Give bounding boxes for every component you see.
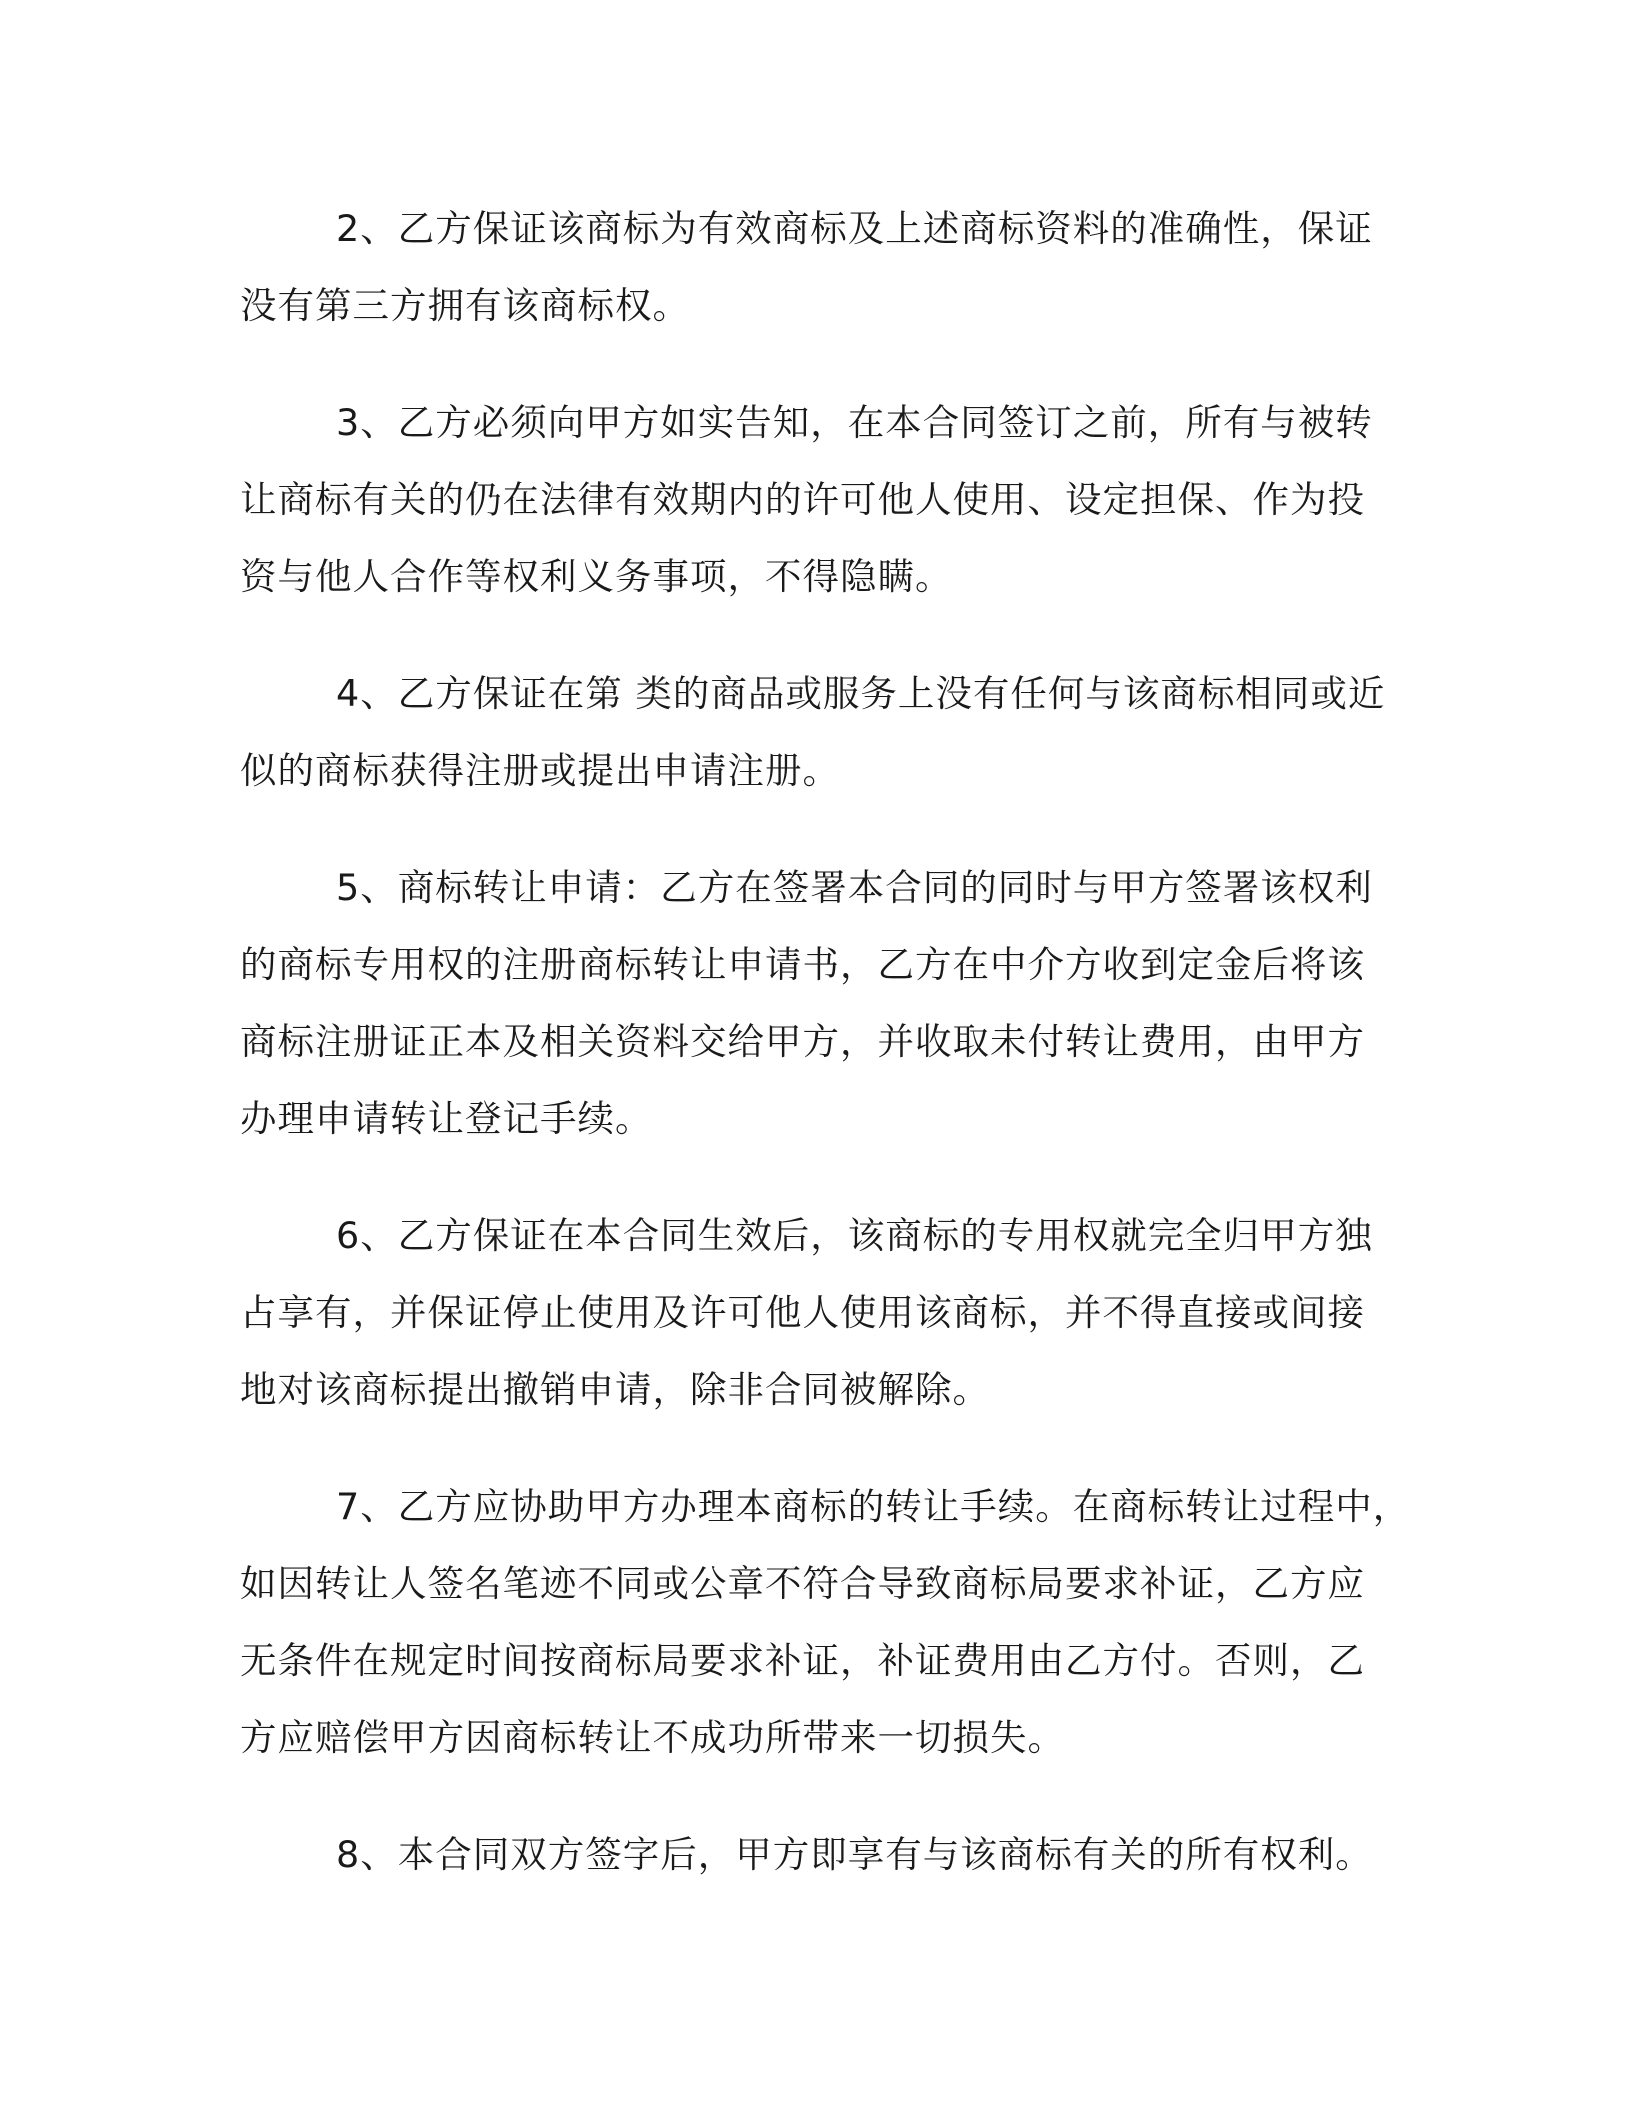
- clause-5: [240, 849, 1392, 1157]
- clause-line: 似的商标获得注册或提出申请注册。: [240, 749, 840, 792]
- clause-line: 7、乙方应协助甲方办理本商标的转让手续。在商标转让过程中，: [336, 1485, 1411, 1528]
- clause-4: [240, 655, 1392, 809]
- clause-8: [240, 1816, 1392, 1893]
- clause-line: 2、乙方保证该商标为有效商标及上述商标资料的准确性，保证: [336, 207, 1373, 250]
- clause-7: [240, 1468, 1411, 1776]
- contract-body: [240, 190, 1411, 1933]
- clause-line: 8、本合同双方签字后，甲方即享有与该商标有关的所有权利。: [336, 1833, 1373, 1876]
- clause-line: 资与他人合作等权利义务事项，不得隐瞒。: [240, 555, 953, 598]
- clause-line: 没有第三方拥有该商标权。: [240, 284, 690, 327]
- clause-line: 占享有，并保证停止使用及许可他人使用该商标，并不得直接或间接: [240, 1291, 1365, 1334]
- clause-line: 办理申请转让登记手续。: [240, 1097, 653, 1140]
- clause-line: 地对该商标提出撤销申请，除非合同被解除。: [240, 1368, 990, 1411]
- clause-line: 如因转让人签名笔迹不同或公章不符合导致商标局要求补证，乙方应: [240, 1562, 1365, 1605]
- clause-6: [240, 1197, 1392, 1428]
- clause-line: 方应赔偿甲方因商标转让不成功所带来一切损失。: [240, 1716, 1065, 1759]
- clause-line: 商标注册证正本及相关资料交给甲方，并收取未付转让费用，由甲方: [240, 1020, 1365, 1063]
- clause-2: [240, 190, 1392, 344]
- clause-3: [240, 384, 1392, 615]
- clause-line: 6、乙方保证在本合同生效后，该商标的专用权就完全归甲方独: [336, 1214, 1373, 1257]
- clause-line: 4、乙方保证在第 类的商品或服务上没有任何与该商标相同或近: [336, 672, 1386, 715]
- clause-line: 5、商标转让申请：乙方在签署本合同的同时与甲方签署该权利: [336, 866, 1373, 909]
- clause-line: 的商标专用权的注册商标转让申请书，乙方在中介方收到定金后将该: [240, 943, 1365, 986]
- clause-line: 3、乙方必须向甲方如实告知，在本合同签订之前，所有与被转: [336, 401, 1373, 444]
- clause-line: 让商标有关的仍在法律有效期内的许可他人使用、设定担保、作为投: [240, 478, 1365, 521]
- clause-line: 无条件在规定时间按商标局要求补证，补证费用由乙方付。否则，乙: [240, 1639, 1365, 1682]
